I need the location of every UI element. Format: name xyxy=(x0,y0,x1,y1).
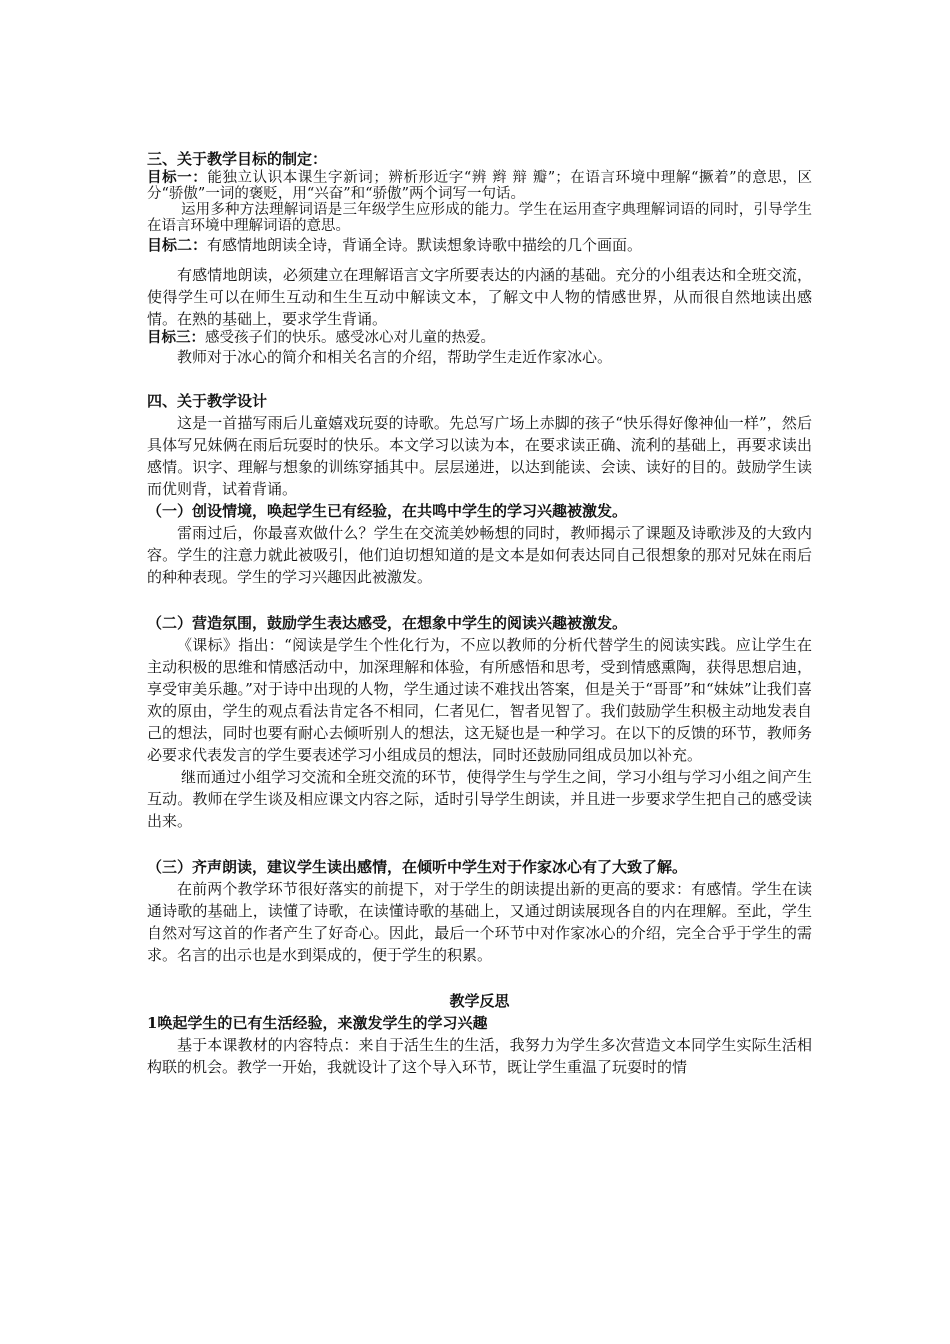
reflection-item1-heading: 1唤起学生的已有生活经验，来激发学生的学习兴趣 xyxy=(147,1014,488,1032)
goal3-text: 感受孩子们的快乐。感受冰心对儿童的热爱。 xyxy=(205,330,495,346)
goal1-text: 能独立认识本课生字新词；辨析形近字“辨 辫 辩 瓣”；在语言环境中理解“撅着”的意思，区分“骄傲”一词的褒贬，用“兴奋”和“骄傲”两个词写一句话。 xyxy=(147,170,813,202)
reflection-item1-text: 基于本课教材的内容特点：来自于活生生的生活，我努力为学生多次营造文本同学生实际生活相构联的机会。教学一开始，我就设计了这个导入环节，既让学生重温了玩耍时的情 xyxy=(147,1036,812,1076)
goal1-label: 目标一： xyxy=(147,169,208,186)
goal3-paragraph xyxy=(147,330,812,346)
section4-intro: 这是一首描写雨后儿童嬉戏玩耍的诗歌。先总写广场上赤脚的孩子“快乐得好像神仙一样”，然后具体写兄妹俩在雨后玩耍时的快乐。本文学习以读为本，在要求读正确、流利的基础上，再要求读出感情。识字、理解与想象的训练穿插其中。层层递进，以达到能读、会读、读好的目的。鼓励学生读而优则背，试着背诵。 xyxy=(147,414,812,498)
section3-heading: 三、关于教学目标的制定： xyxy=(147,150,328,168)
goal1-paragraph xyxy=(147,170,812,202)
part1-text: 雷雨过后，你最喜欢做什么？学生在交流美妙畅想的同时，教师揭示了课题及诗歌涉及的大致内容。学生的注意力就此被吸引，他们迫切想知道的是文本是如何表达同自己很想象的那对兄妹在雨后的种种表现。学生的学习兴趣因此被激发。 xyxy=(147,524,812,586)
part1-heading: （一）创设情境，唤起学生已有经验，在共鸣中学生的学习兴趣被激发。 xyxy=(147,502,628,520)
document-page xyxy=(147,148,812,1078)
part2-text2: 继而通过小组学习交流和全班交流的环节，使得学生与学生之间，学习小组与学习小组之间产生互动。教师在学生谈及相应课文内容之际，适时引导学生朗读，并且进一步要求学生把自己的感受读出来。 xyxy=(147,768,812,830)
section4-heading: 四、关于教学设计 xyxy=(147,392,268,410)
goal2-label: 目标二： xyxy=(147,236,208,254)
part3-text: 在前两个教学环节很好落实的前提下，对于学生的朗读提出新的更高的要求：有感情。学生在读通诗歌的基础上，读懂了诗歌，在读懂诗歌的基础上，又通过朗读展现各自的内在理解。至此，学生自然对写这首的作者产生了好奇心。因此，最后一个环节中对作家冰心的介绍，完全合乎于学生的需求。名言的出示也是水到渠成的，便于学生的积累。 xyxy=(147,880,812,964)
part2-heading: （二）营造氛围，鼓励学生表达感受，在想象中学生的阅读兴趣被激发。 xyxy=(147,614,628,632)
goal2-note: 有感情地朗读，必须建立在理解语言文字所要表达的内涵的基础。充分的小组表达和全班交流，使得学生可以在师生互动和生生互动中解读文本，了解文中人物的情感世界，从而很自然地读出感情。在熟的基础上，要求学生背诵。 xyxy=(147,266,812,328)
part3-heading: （三）齐声朗读，建议学生读出感情，在倾听中学生对于作家冰心有了大致了解。 xyxy=(147,858,688,876)
goal2-text: 有感情地朗读全诗，背诵全诗。默读想象诗歌中描绘的几个画面。 xyxy=(207,236,643,254)
goal3-label: 目标三： xyxy=(147,329,205,346)
part2-text1: 《课标》指出：“阅读是学生个性化行为，不应以教师的分析代替学生的阅读实践。应让学生在主动积极的思维和情感活动中，加深理解和体验，有所感悟和思考，受到情感熏陶，获得思想启迪，享受审美乐趣。”对于诗中出现的人物，学生通过读不难找出答案，但是关于“哥哥”和“妹妹”让我们喜欢的原由，学生的观点看法肯定各不相同，仁者见仁，智者见智了。我们鼓励学生积极主动地发表自己的想法，同时也要有耐心去倾听别人的想法，这无疑也是一种学习。在以下的反馈的环节，教师务必要求代表发言的学生要表述学习小组成员的想法，同时还鼓励同组成员加以补充。 xyxy=(147,636,812,764)
goal1-note: 运用多种方法理解词语是三年级学生应形成的能力。学生在运用查字典理解词语的同时，引导学生在语言环境中理解词语的意思。 xyxy=(147,202,812,234)
goal2-paragraph xyxy=(147,234,812,256)
goal3-note: 教师对于冰心的简介和相关名言的介绍，帮助学生走近作家冰心。 xyxy=(177,348,613,366)
reflection-title: 教学反思 xyxy=(449,992,510,1010)
